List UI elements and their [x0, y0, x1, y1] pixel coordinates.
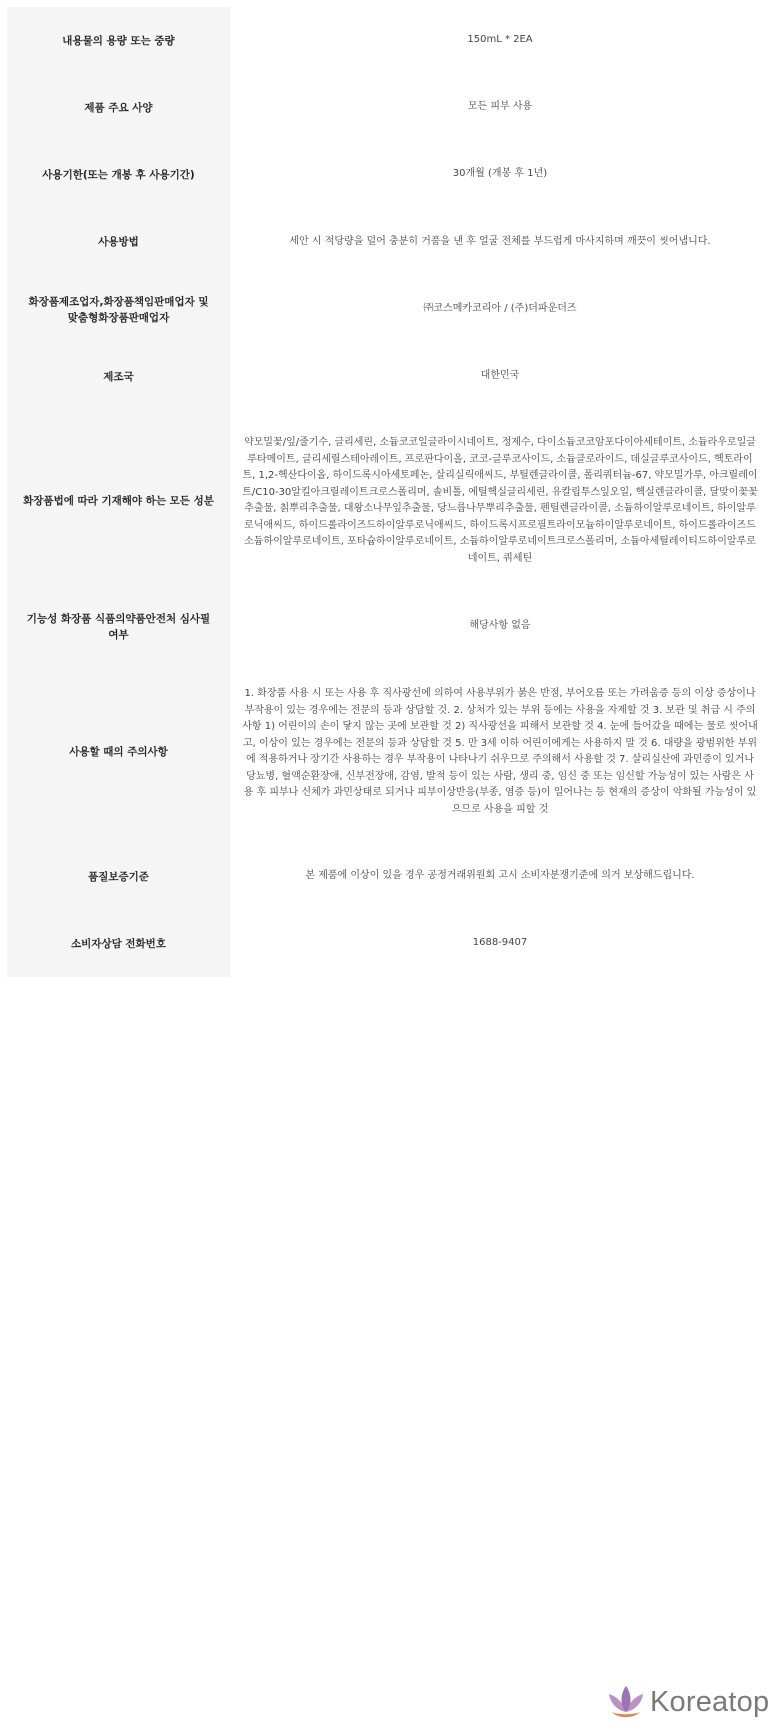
row-value-volume: 150mL * 2EA [467, 34, 533, 46]
table-row [7, 141, 768, 208]
row-label-caution: 사용할 때의 주의사항 [7, 661, 230, 843]
row-value-usage: 세안 시 적당량을 덜어 충분히 거품을 낸 후 얼굴 전체를 부드럽게 마사지하며 깨끗이 씻어냅니다. [289, 235, 711, 247]
row-label-spec: 제품 주요 사양 [7, 74, 230, 141]
row-value-quality: 본 제품에 이상이 있을 경우 공정거래위원회 고시 소비자분쟁기준에 의거 보상해드립니다. [305, 870, 695, 882]
row-value-manufacturer: ㈜코스메카코리아 / (주)더파운더즈 [423, 303, 577, 315]
row-label-volume: 내용물의 용량 또는 중량 [7, 7, 230, 74]
row-value-functional: 해당사항 없음 [469, 620, 531, 632]
table-row [7, 661, 768, 843]
row-label-usage: 사용방법 [7, 208, 230, 276]
table-row [7, 843, 768, 910]
table-row [7, 276, 768, 343]
table-row [7, 7, 768, 74]
product-info-table [7, 7, 768, 977]
koreatop-logo [606, 1680, 769, 1724]
row-label-functional: 기능성 화장품 식품의약품안전처 심사필 여부 [7, 592, 230, 661]
logo-text: Koreatop [650, 1685, 770, 1718]
lotus-icon [606, 1682, 646, 1722]
row-value-caution: 1. 화장품 사용 시 또는 사용 후 직사광선에 의하여 사용부위가 붉은 반점, 부어오름 또는 가려움증 등의 이상 증상이나 부작용이 있는 경우에는 전문의 등과 상담할 것. 2. 상처가 있는 부위 등에는 사용을 자제할 것 3. 보관 및 취급 시 주의사항 1) 어린이의 손이 닿지 않는 곳에 보관할 것 2) 직사광선을 피해서 보관할 것 4. 눈에 들어갔을 때에는 물로 씻어내고, 이상이 있는 경우에는 전문의 등과 상담할 것 5. 만 3세 이하 어린이에게는 사용하지 말 것 6. 대량을 광범위한 부위에 적용하거나 장기간 사용하는 경우 부작용이 나타나기 쉬우므로 주의해서 사용할 것 7. 살리실산에 과민증이 있거나 당뇨병, 혈액순환장애, 신부전장애, 감염, 발적 등이 있는 사람, 생리 중, 임신 중 또는 임신할 가능성이 있는 사람은 사용 후 피부나 신체가 과민상태로 되거나 피부이상반응(부종, 염증 등)이 일어나는 등 현재의 증상이 악화될 가능성이 있으므로 사용을 피할 것 [242, 688, 758, 815]
row-value-country: 대한민국 [480, 370, 520, 382]
table-row [7, 910, 768, 977]
table-row [7, 343, 768, 410]
table-row [7, 74, 768, 141]
table-row [7, 208, 768, 276]
row-value-spec: 모든 피부 사용 [467, 101, 533, 113]
row-value-phone: 1688-9407 [472, 937, 528, 949]
row-value-ingredients: 약모밀꽃/잎/줄기수, 글리세린, 소듐코코일글라이시네이트, 정제수, 다이소듐코코암포다이아세테이트, 소듐라우로일글루타메이트, 글리세릴스테아레이트, 프로판다이올, 코코-글루코사이드, 소듐클로라이드, 데실글루코사이드, 헥토라이트, 1,2-헥산다이올, 하이드록시아세토페논, 살리실릭애씨드, 부틸렌글라이콜, 폴리쿼터늄-67, 약모밀가루, 아크릴레이트/C10-30알킬아크릴레이트크로스폴리머, 솔비톨, 에틸헥실글리세린, 유칼립투스잎오일, 헥실렌글라이콜, 달맞이꽃꽃추출물, 칡뿌리추출물, 대왕소나무잎추출물, 당느릅나무뿌리추출물, 펜틸렌글라이콜, 소듐하이알루로네이트, 하이알루로닉애씨드, 하이드롤라이즈드하이알루로닉애씨드, 하이드록시프로필트라이모늄하이알루로네이트, 하이드롤라이즈드소듐하이알루로네이트, 포타슘하이알루로네이트, 소듐하이알루로네이트크로스폴리머, 소듐아세틸레이티드하이알루로네이트, 쿼세틴 [242, 437, 758, 564]
table-row [7, 410, 768, 592]
row-label-phone: 소비자상담 전화번호 [7, 910, 230, 977]
row-value-expiry: 30개월 (개봉 후 1년) [452, 168, 548, 180]
row-label-ingredients: 화장품법에 따라 기재해야 하는 모든 성분 [7, 410, 230, 592]
row-label-manufacturer: 화장품제조업자,화장품책임판매업자 및 맞춤형화장품판매업자 [7, 276, 230, 343]
row-label-country: 제조국 [7, 343, 230, 410]
row-label-expiry: 사용기한(또는 개봉 후 사용기간) [7, 141, 230, 208]
table-row [7, 592, 768, 661]
row-label-quality: 품질보증기준 [7, 843, 230, 910]
